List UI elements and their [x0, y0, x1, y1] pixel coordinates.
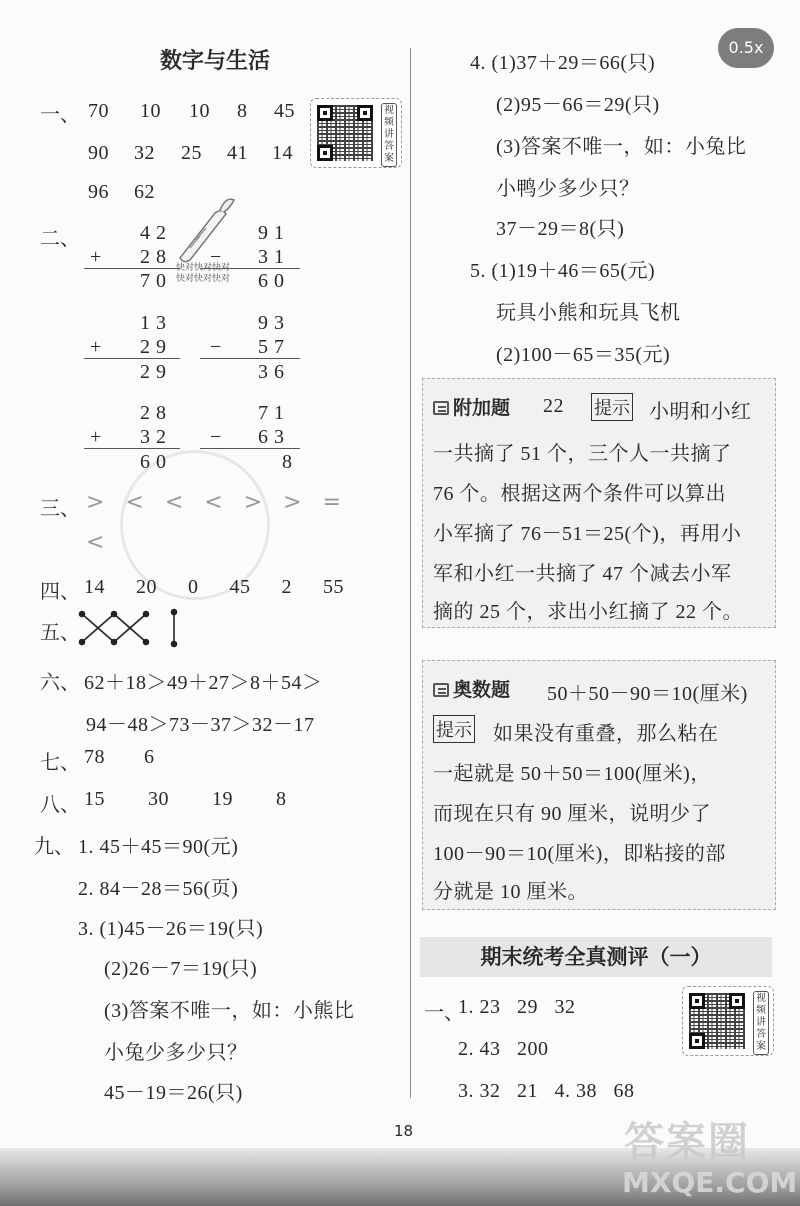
- sticker-text: 快对快对快对 快对快对快对: [176, 263, 231, 284]
- calc-op: +: [90, 336, 102, 358]
- s9-line: 45－19＝26(只): [104, 1082, 243, 1104]
- extra-line: 一共摘了 51 个，三个人一共摘了: [433, 443, 732, 465]
- s9-line: 2. 84－28＝56(页): [78, 878, 239, 900]
- s5-label: 五、: [40, 620, 80, 644]
- s1-value: 45: [274, 100, 295, 122]
- s3-label: 三、: [40, 496, 80, 520]
- calc-mid: 2 8: [140, 246, 167, 268]
- s1-value: 62: [134, 181, 155, 203]
- s8-values: 15 30 19 8: [84, 788, 287, 810]
- s4-values: 14 20 0 45 2 55: [84, 576, 344, 598]
- q5-line: 5. (1)19＋46＝65(元): [470, 260, 656, 282]
- s3-comparison-extra: <: [86, 530, 105, 555]
- olympiad-head: 奥数题: [453, 679, 511, 701]
- extra-head: 附加题: [453, 397, 511, 419]
- extra-line: 军和小红一共摘了 47 个减去小军: [433, 563, 732, 585]
- s1-value: 8: [237, 100, 248, 122]
- calc-result: 6 0: [258, 270, 285, 292]
- calc-line: [84, 358, 180, 359]
- column-divider: [410, 48, 411, 1098]
- s6-line1: 62＋18＞49＋27＞8＋54＞: [84, 672, 323, 694]
- hint-tag: 提示: [433, 715, 475, 743]
- calc-mid: 6 3: [258, 426, 285, 448]
- s1-value: 90: [88, 142, 109, 164]
- s7-label: 七、: [40, 750, 80, 774]
- s9-line: (3)答案不唯一，如：小熊比: [104, 1000, 355, 1022]
- q5-line: (2)100－65＝35(元): [496, 344, 671, 366]
- s1-value: 14: [272, 142, 293, 164]
- olympiad-line: 如果没有重叠，那么粘在: [493, 723, 719, 745]
- calc-op: −: [210, 336, 222, 358]
- calc-op: −: [210, 426, 222, 448]
- q4-line: (3)答案不唯一，如：小兔比: [496, 136, 747, 158]
- s1-value: 10: [140, 100, 161, 122]
- s9-line: 小兔少多少只？: [104, 1042, 248, 1064]
- calc-result: 8: [282, 451, 293, 473]
- extra-line: 小明和小红: [649, 401, 752, 423]
- q4-line: 4. (1)37＋29＝66(只): [470, 52, 656, 74]
- calc-result: 3 6: [258, 361, 285, 383]
- calc-top: 2 8: [140, 402, 167, 424]
- qr-code[interactable]: [682, 986, 774, 1056]
- exam-line: 3. 32 21 4. 38 68: [458, 1080, 635, 1102]
- calc-top: 4 2: [140, 222, 167, 244]
- exam-line: 2. 43 200: [458, 1038, 549, 1060]
- s3-comparisons: > < < < > > =: [86, 490, 341, 515]
- qr-label: 视频讲答案: [753, 991, 769, 1055]
- s1-value: 70: [88, 100, 109, 122]
- s6-label: 六、: [40, 670, 80, 694]
- s9-line: 1. 45＋45＝90(元): [78, 836, 239, 858]
- calc-line: [200, 358, 300, 359]
- olympiad-question-box: [422, 660, 776, 910]
- exam-section-title: 期末统考全真测评（一）: [420, 937, 772, 977]
- watermark-site: MXQE.COM: [622, 1166, 798, 1199]
- extra-line: 小军摘了 76－51＝25(个)，再用小: [433, 523, 742, 545]
- q4-line: (2)95－66＝29(只): [496, 94, 660, 116]
- calc-top: 9 3: [258, 312, 285, 334]
- qr-code[interactable]: [310, 98, 402, 168]
- note-icon: [433, 401, 449, 415]
- playback-speed-badge[interactable]: 0.5x: [718, 28, 774, 68]
- s2-label: 二、: [40, 226, 80, 250]
- calc-result: 2 9: [140, 361, 167, 383]
- s4-label: 四、: [40, 579, 80, 603]
- q4-line: 37－29＝8(只): [496, 218, 625, 240]
- hint-tag: 提示: [591, 393, 633, 421]
- extra-line: 76 个。根据这两个条件可以算出: [433, 483, 726, 505]
- q5-line: 玩具小熊和玩具飞机: [496, 302, 681, 324]
- qr-label: 视频讲答案: [381, 103, 397, 167]
- olympiad-line: 100－90＝10(厘米)，即粘接的部: [433, 843, 726, 865]
- calc-mid: 3 1: [258, 246, 285, 268]
- calc-top: 1 3: [140, 312, 167, 334]
- calc-op: +: [90, 426, 102, 448]
- calc-line: [200, 448, 300, 449]
- olympiad-answer: 50＋50－90＝10(厘米): [547, 683, 748, 705]
- extra-answer: 22: [543, 395, 564, 417]
- watermark-brand: 答案圈: [624, 1119, 750, 1165]
- calc-op: +: [90, 246, 102, 268]
- section-title: 数字与生活: [160, 49, 271, 74]
- s1-value: 32: [134, 142, 155, 164]
- calc-op: −: [210, 246, 222, 268]
- extra-line: 摘的 25 个，求出小红摘了 22 个。: [433, 601, 743, 623]
- s1-value: 25: [181, 142, 202, 164]
- calc-top: 7 1: [258, 402, 285, 424]
- matching-lines-diagram: [78, 608, 188, 648]
- s9-line: 3. (1)45－26＝19(只): [78, 918, 264, 940]
- calc-top: 9 1: [258, 222, 285, 244]
- olympiad-line: 而现在只有 90 厘米，说明少了: [433, 803, 711, 825]
- s8-label: 八、: [40, 792, 80, 816]
- s1-label: 一、: [40, 102, 80, 126]
- olympiad-line: 一起就是 50＋50＝100(厘米)，: [433, 763, 711, 785]
- s7-values: 78 6: [84, 746, 155, 768]
- calc-mid: 3 2: [140, 426, 167, 448]
- exam-label: 一、: [424, 1000, 464, 1024]
- q4-line: 小鸭少多少只？: [496, 178, 640, 200]
- page-number: 18: [394, 1122, 414, 1140]
- calc-line: [84, 268, 180, 269]
- carrot-sticker-icon: [160, 188, 240, 268]
- s9-label: 九、: [34, 834, 74, 858]
- s9-line: (2)26－7＝19(只): [104, 958, 258, 980]
- calc-result: 7 0: [140, 270, 167, 292]
- s1-value: 41: [227, 142, 248, 164]
- exam-line: 1. 23 29 32: [458, 996, 576, 1018]
- calc-line: [84, 448, 180, 449]
- extra-question-box: [422, 378, 776, 628]
- s1-value: 10: [189, 100, 210, 122]
- olympiad-line: 分就是 10 厘米。: [433, 881, 588, 903]
- calc-result: 6 0: [140, 451, 167, 473]
- note-icon: [433, 683, 449, 697]
- s1-value: 96: [88, 181, 109, 203]
- calc-mid: 5 7: [258, 336, 285, 358]
- s6-line2: 94－48＞73－37＞32－17: [86, 714, 315, 736]
- calc-mid: 2 9: [140, 336, 167, 358]
